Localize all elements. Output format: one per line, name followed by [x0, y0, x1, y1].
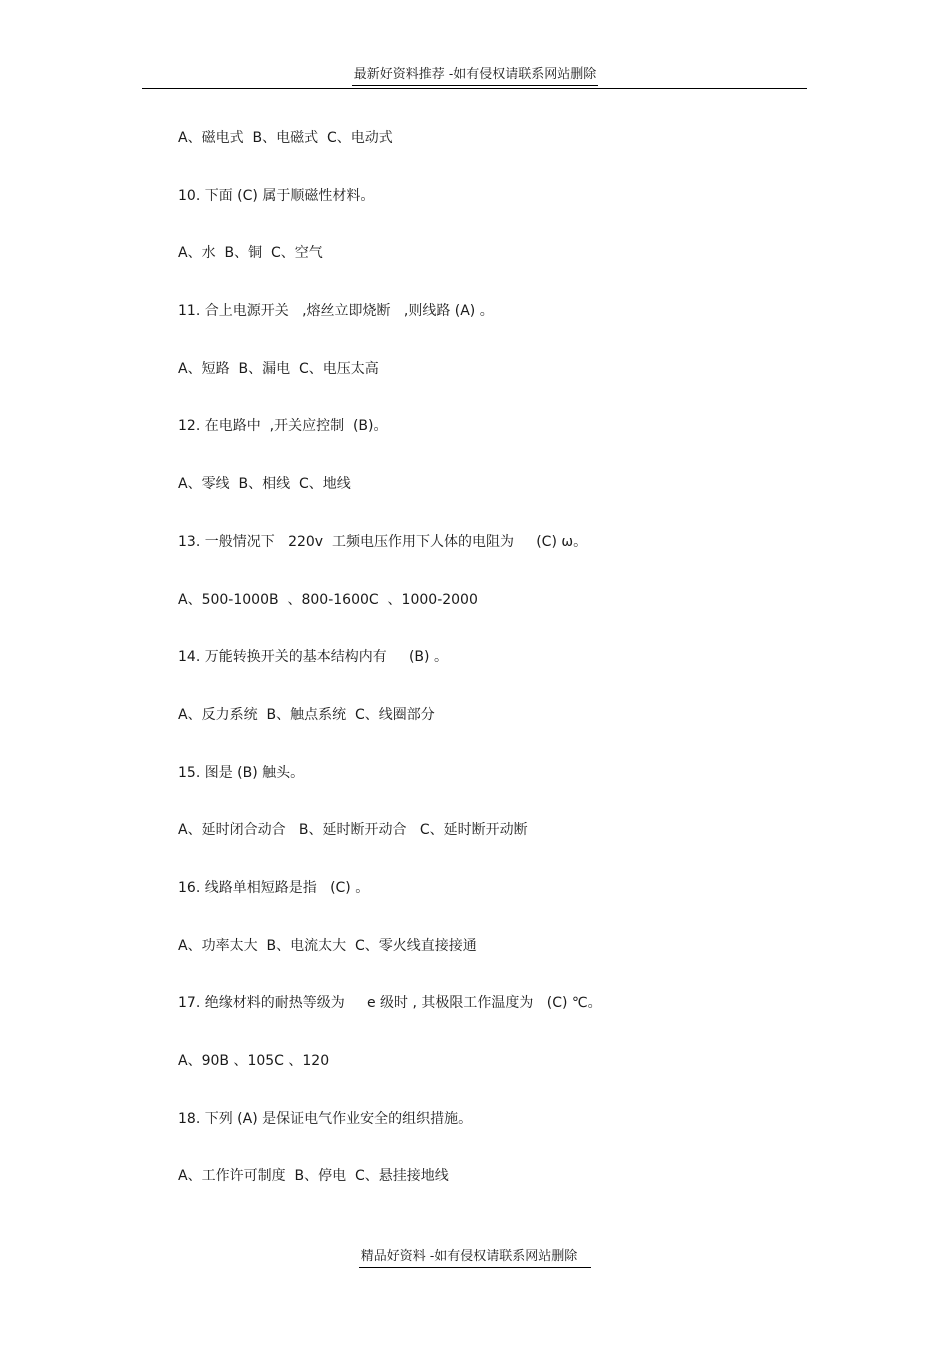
header-rule — [142, 88, 807, 89]
answer-options-10: A、水 B、铜 C、空气 — [178, 245, 323, 262]
question-16: 16. 线路单相短路是指 (C) 。 — [178, 879, 370, 896]
answer-options-11: A、短路 B、漏电 C、电压太高 — [178, 360, 379, 377]
footer-text: 精品好资料 -如有侵权请联系网站删除 — [359, 1248, 592, 1268]
header-text: 最新好资料推荐 -如有侵权请联系网站删除 — [352, 66, 599, 86]
answer-options-9: A、磁电式 B、电磁式 C、电动式 — [178, 130, 393, 146]
question-18: 18. 下列 (A) 是保证电气作业安全的组织措施。 — [178, 1110, 473, 1127]
answer-options-13: A、500-1000B 、800-1600C 、1000-2000 — [178, 591, 478, 608]
question-15: 15. 图是 (B) 触头。 — [178, 764, 305, 781]
question-12: 12. 在电路中 ,开关应控制 (B)。 — [178, 418, 388, 435]
question-list — [178, 128, 818, 1224]
question-11: 11. 合上电源开关 ,熔丝立即烧断 ,则线路 (A) 。 — [178, 303, 494, 320]
answer-options-14: A、反力系统 B、触点系统 C、线圈部分 — [178, 706, 435, 723]
page-footer — [0, 1248, 950, 1268]
question-17: 17. 绝缘材料的耐热等级为 e 级时 , 其极限工作温度为 (C) ℃。 — [178, 995, 602, 1012]
answer-options-12: A、零线 B、相线 C、地线 — [178, 476, 351, 493]
question-13: 13. 一般情况下 220v 工频电压作用下人体的电阻为 (C) ω。 — [178, 533, 588, 550]
answer-options-15: A、延时闭合动合 B、延时断开动合 C、延时断开动断 — [178, 822, 528, 839]
answer-options-18: A、工作许可制度 B、停电 C、悬挂接地线 — [178, 1168, 449, 1185]
page-header — [0, 66, 950, 86]
question-10: 10. 下面 (C) 属于顺磁性材料。 — [178, 187, 375, 204]
question-14: 14. 万能转换开关的基本结构内有 (B) 。 — [178, 649, 448, 666]
answer-options-17: A、90B 、105C 、120 — [178, 1053, 330, 1069]
answer-options-16: A、功率太大 B、电流太大 C、零火线直接接通 — [178, 937, 477, 954]
